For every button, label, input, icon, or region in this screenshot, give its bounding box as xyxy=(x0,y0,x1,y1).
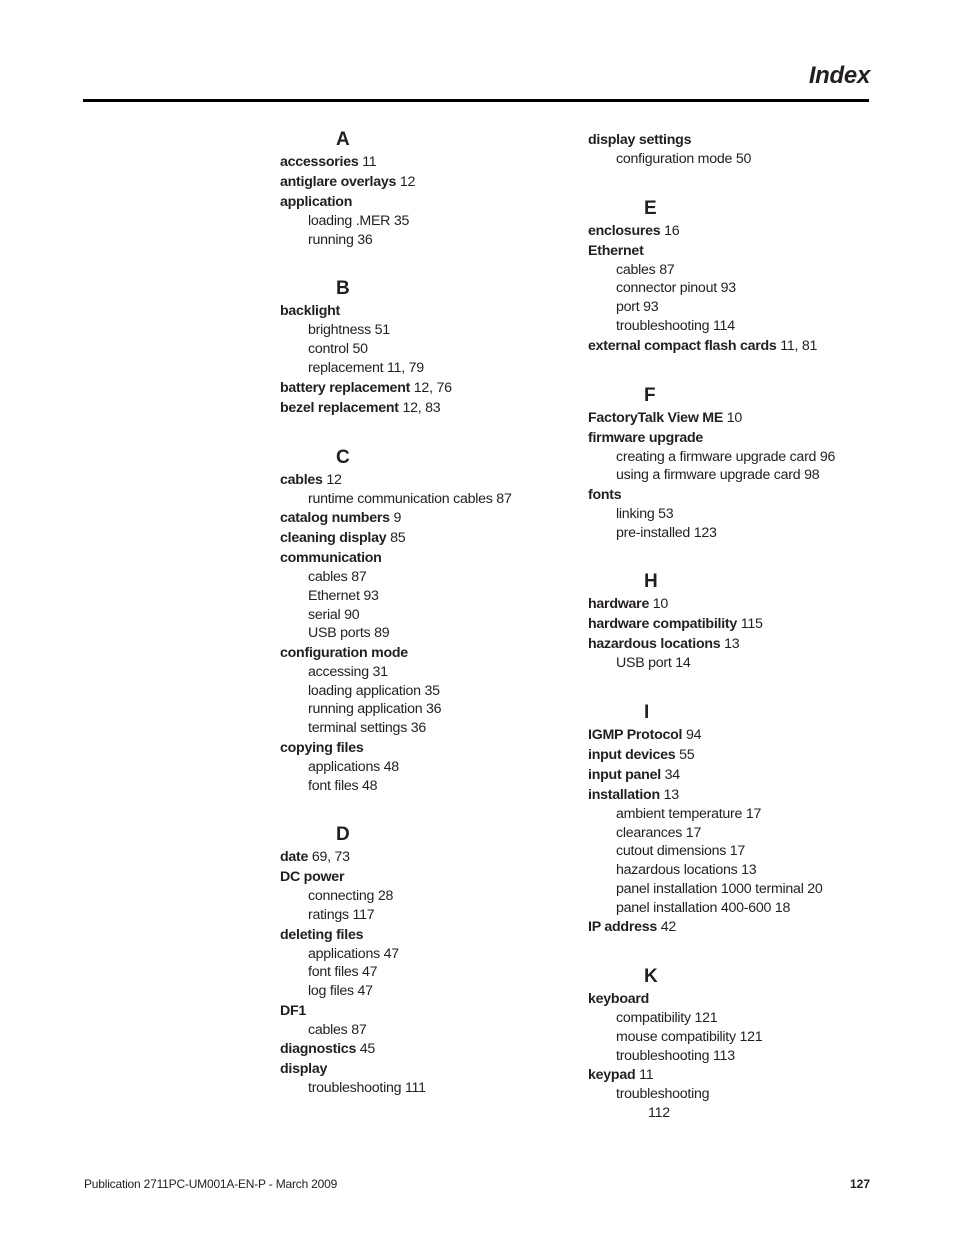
index-term: cables xyxy=(280,471,323,488)
section-gap xyxy=(280,249,580,277)
index-subentry: replacement 11, 79 xyxy=(308,359,424,376)
index-term: cleaning display xyxy=(280,530,387,547)
index-term: diagnostics xyxy=(280,1041,357,1058)
index-subentry: troubleshooting 111 xyxy=(308,1080,426,1097)
section-letter: H xyxy=(644,571,658,593)
index-subentry: ratings 117 xyxy=(308,906,375,923)
index-term: catalog numbers xyxy=(280,510,390,527)
section-gap xyxy=(588,169,888,197)
index-subentry: connecting 28 xyxy=(308,888,394,905)
index-entry xyxy=(280,925,580,945)
index-entry xyxy=(280,847,580,867)
page-number: 127 xyxy=(849,1177,870,1191)
index-subentry: log files 47 xyxy=(308,983,373,1000)
index-entry xyxy=(588,725,888,745)
index-entry xyxy=(280,738,580,758)
section-letter: D xyxy=(336,824,350,846)
index-entry xyxy=(588,917,888,937)
index-subentry: brightness 51 xyxy=(308,322,390,339)
index-term: communication xyxy=(280,550,382,567)
index-term: IGMP Protocol xyxy=(588,727,683,744)
index-subentry: applications 47 xyxy=(308,945,399,962)
index-entry xyxy=(280,1001,580,1021)
section-letter: C xyxy=(336,446,350,468)
index-subentry: hazardous locations 13 xyxy=(616,862,757,879)
section-gap xyxy=(588,542,888,570)
index-pages: 115 xyxy=(740,616,763,633)
section-letter: B xyxy=(336,278,350,300)
index-entry xyxy=(280,1039,580,1059)
index-term: date xyxy=(280,849,309,866)
index-term: display xyxy=(280,1061,328,1078)
index-entry xyxy=(588,241,888,261)
index-subentry: cutout dimensions 17 xyxy=(616,843,746,860)
section-letter: K xyxy=(644,966,658,988)
index-entry xyxy=(280,470,580,490)
index-pages: 11, 81 xyxy=(780,337,818,354)
section-letter: A xyxy=(336,129,350,150)
index-entry xyxy=(280,378,580,398)
index-term: installation xyxy=(588,787,660,804)
index-pages: 10 xyxy=(652,596,669,613)
index-subentry: troubleshooting 114 xyxy=(616,317,735,334)
index-subentry: loading application 35 xyxy=(308,682,440,699)
index-subentry: pre-installed 123 xyxy=(616,524,717,541)
index-subentry: ambient temperature 17 xyxy=(616,806,762,823)
index-subentry-continuation: 112 xyxy=(648,1105,670,1122)
index-pages: 94 xyxy=(685,727,702,744)
index-subentry: accessing 31 xyxy=(308,664,388,681)
index-entry xyxy=(588,221,888,241)
index-term: input panel xyxy=(588,767,661,784)
index-subentry: configuration mode 50 xyxy=(616,151,752,167)
index-pages: 69, 73 xyxy=(311,849,350,866)
section-gap xyxy=(588,937,888,965)
index-entry xyxy=(588,989,888,1009)
index-term: antiglare overlays xyxy=(280,174,397,190)
index-entry xyxy=(588,336,888,356)
publication-info: Publication 2711PC-UM001A-EN-P - March 2009 xyxy=(84,1177,338,1191)
index-subentry: control 50 xyxy=(308,341,368,358)
index-subentry: clearances 17 xyxy=(616,824,702,841)
index-term: FactoryTalk View ME xyxy=(588,409,724,426)
index-term: input devices xyxy=(588,747,676,764)
index-entry xyxy=(280,398,580,418)
index-term: hardware compatibility xyxy=(588,616,738,633)
index-term: configuration mode xyxy=(280,645,408,662)
index-subentry: linking 53 xyxy=(616,505,674,522)
index-term: enclosures xyxy=(588,222,661,239)
title-rule xyxy=(83,99,869,102)
index-entry xyxy=(588,594,888,614)
index-term: bezel replacement xyxy=(280,399,399,416)
section-gap xyxy=(588,356,888,384)
index-entry xyxy=(588,785,888,805)
index-pages: 12, 76 xyxy=(413,379,452,396)
index-subentry: loading .MER 35 xyxy=(308,213,410,229)
index-entry xyxy=(280,172,580,192)
index-pages: 11 xyxy=(362,154,377,170)
index-entry xyxy=(280,192,580,212)
index-entry xyxy=(280,867,580,887)
index-entry xyxy=(280,528,580,548)
index-pages: 42 xyxy=(660,919,676,936)
index-entry xyxy=(588,634,888,654)
index-pages: 85 xyxy=(390,530,406,547)
index-term: IP address xyxy=(588,919,658,936)
index-entry xyxy=(588,765,888,785)
index-column-left xyxy=(280,128,580,1098)
index-term: Ethernet xyxy=(588,242,644,259)
index-term: hardware xyxy=(588,596,650,613)
index-subentry: Ethernet 93 xyxy=(308,587,379,604)
index-term: firmware upgrade xyxy=(588,429,704,446)
index-subentry: troubleshooting xyxy=(616,1086,710,1103)
index-entry xyxy=(280,301,580,321)
index-pages: 10 xyxy=(726,409,743,426)
index-subentry: terminal settings 36 xyxy=(308,720,427,737)
index-subentry: USB port 14 xyxy=(616,655,691,672)
section-gap xyxy=(280,795,580,823)
index-entry xyxy=(280,548,580,568)
index-entry xyxy=(588,1065,888,1085)
page-title: Index xyxy=(808,62,870,89)
index-subentry: compatibility 121 xyxy=(616,1010,718,1027)
index-entry xyxy=(280,1059,580,1079)
index-subentry: cables 87 xyxy=(616,261,675,278)
index-pages: 34 xyxy=(664,767,680,784)
index-term: fonts xyxy=(588,486,622,503)
index-subentry: cables 87 xyxy=(308,1021,367,1038)
index-subentry: panel installation 1000 terminal 20 xyxy=(616,880,823,897)
index-subentry: applications 48 xyxy=(308,758,399,775)
index-pages: 11 xyxy=(639,1067,654,1084)
index-term: accessories xyxy=(280,154,359,170)
index-entry xyxy=(588,745,888,765)
index-term: deleting files xyxy=(280,926,364,943)
index-subentry: creating a firmware upgrade card 96 xyxy=(616,448,836,465)
section-letter: E xyxy=(644,197,657,219)
index-term: keypad xyxy=(588,1067,636,1084)
index-subentry: font files 48 xyxy=(308,777,378,794)
index-subentry: runtime communication cables 87 xyxy=(308,490,512,507)
index-term: hazardous locations xyxy=(588,636,721,653)
index-entry xyxy=(588,130,888,150)
index-term: battery replacement xyxy=(280,379,411,396)
index-subentry: port 93 xyxy=(616,299,659,316)
index-term: display settings xyxy=(588,132,692,148)
index-entry xyxy=(588,485,888,505)
index-subentry: mouse compatibility 121 xyxy=(616,1028,763,1045)
index-subentry: running 36 xyxy=(308,231,373,248)
index-term: application xyxy=(280,194,353,210)
index-pages: 12, 83 xyxy=(402,399,441,416)
index-subentry: cables 87 xyxy=(308,569,367,586)
index-subentry: font files 47 xyxy=(308,964,378,981)
index-subentry: troubleshooting 113 xyxy=(616,1047,735,1064)
index-entry xyxy=(280,508,580,528)
index-term: DC power xyxy=(280,869,345,886)
index-entry xyxy=(588,614,888,634)
index-term: backlight xyxy=(280,303,341,320)
index-subentry: using a firmware upgrade card 98 xyxy=(616,467,820,484)
index-term: keyboard xyxy=(588,991,650,1008)
section-letter: I xyxy=(644,702,650,724)
index-subentry: USB ports 89 xyxy=(308,625,390,642)
index-subentry: running application 36 xyxy=(308,701,442,718)
index-subentry: panel installation 400-600 18 xyxy=(616,899,791,916)
index-entry xyxy=(588,408,888,428)
index-entry xyxy=(280,152,580,172)
index-pages: 13 xyxy=(663,787,679,804)
index-pages: 16 xyxy=(664,222,680,239)
section-letter: F xyxy=(644,384,656,406)
index-pages: 13 xyxy=(724,636,740,653)
section-gap xyxy=(588,673,888,701)
index-pages: 12 xyxy=(399,174,416,190)
index-term: copying files xyxy=(280,739,364,756)
index-subentry: serial 90 xyxy=(308,606,360,623)
index-term: external compact flash cards xyxy=(588,337,777,354)
section-gap xyxy=(280,418,580,446)
index-pages: 45 xyxy=(359,1041,376,1058)
index-entry xyxy=(280,643,580,663)
index-entry xyxy=(588,428,888,448)
index-term: DF1 xyxy=(280,1002,307,1019)
index-column-right xyxy=(588,130,888,1123)
index-subentry: connector pinout 93 xyxy=(616,280,736,297)
index-pages: 12 xyxy=(326,471,342,488)
index-pages: 9 xyxy=(393,510,402,527)
index-pages: 55 xyxy=(679,747,695,764)
